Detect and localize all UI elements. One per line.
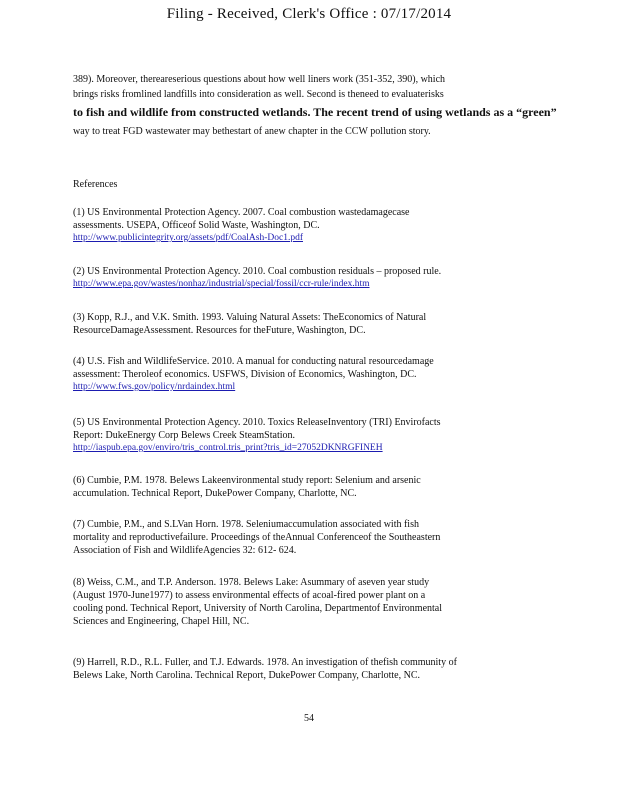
reference-link[interactable]: http://iaspub.epa.gov/enviro/tris_control.tris_print?tris_id=27052DKNRGFINEH (73, 443, 383, 453)
reference-item (73, 355, 533, 394)
intro-line-2: brings risks fromlined landfills into consideration as well. Second is theneed to evaluaterisks (73, 89, 444, 100)
reference-text-line: (8) Weiss, C.M., and T.P. Anderson. 1978. Belews Lake: Asummary of aseven year study (73, 577, 430, 588)
reference-item (73, 206, 533, 245)
filing-stamp-header: Filing - Received, Clerk's Office : 07/17/2014 (166, 6, 452, 22)
reference-text-line: Sciences and Engineering, Chapel Hill, NC. (73, 616, 250, 627)
reference-link[interactable]: http://www.fws.gov/policy/nrdaindex.html (73, 382, 236, 392)
reference-text-line: (5) US Environmental Protection Agency. 2010. Toxics ReleaseInventory (TRI) Envirofacts (73, 417, 441, 428)
intro-line-3: to fish and wildlife from constructed wetlands. The recent trend of using wetlands as a “green” (73, 105, 557, 119)
reference-text-line: accumulation. Technical Report, DukePower Company, Charlotte, NC. (73, 488, 357, 499)
reference-link[interactable]: http://www.publicintegrity.org/assets/pdf/CoalAsh-Doc1.pdf (73, 233, 303, 243)
reference-item (73, 656, 533, 682)
reference-item (73, 416, 533, 455)
reference-text-line: ResourceDamageAssessment. Resources for theFuture, Washington, DC. (73, 325, 366, 336)
reference-item (73, 576, 533, 628)
intro-paragraph-bold (73, 105, 557, 120)
reference-text-line: assessment: Theroleof economics. USFWS, Division of Economics, Washington, DC. (73, 369, 417, 380)
reference-text-line: (7) Cumbie, P.M., and S.LVan Horn. 1978. Seleniumaccumulation associated with fish (73, 519, 419, 530)
reference-text-line: cooling pond. Technical Report, University of North Carolina, Departmentof Environmental (73, 603, 443, 614)
reference-item (73, 518, 533, 557)
intro-line-1: 389). Moreover, thereareserious questions about how well liners work (351-352, 390), which (73, 74, 446, 85)
intro-line-4: way to treat FGD wastewater may bethestart of anew chapter in the CCW pollution story. (73, 126, 431, 137)
reference-text-line: Belews Lake, North Carolina. Technical Report, DukePower Company, Charlotte, NC. (73, 670, 420, 681)
page-number: 54 (304, 713, 314, 724)
reference-text-line: (August 1970-June1977) to assess environmental effects of acoal-fired power plant on a (73, 590, 426, 601)
reference-text-line: (2) US Environmental Protection Agency. 2010. Coal combustion residuals – proposed rule. (73, 266, 442, 277)
reference-text-line: (4) U.S. Fish and WildlifeService. 2010. A manual for conducting natural resourcedamage (73, 356, 434, 367)
reference-text-line: Report: DukeEnergy Corp Belews Creek SteamStation. (73, 430, 295, 441)
reference-text-line: Association of Fish and WildlifeAgencies 32: 612- 624. (73, 545, 297, 556)
reference-text-line: assessments. USEPA, Officeof Solid Waste, Washington, DC. (73, 220, 320, 231)
reference-link[interactable]: http://www.epa.gov/wastes/nonhaz/industrial/special/fossil/ccr-rule/index.htm (73, 279, 370, 289)
reference-text-line: (3) Kopp, R.J., and V.K. Smith. 1993. Valuing Natural Assets: TheEconomics of Natural (73, 312, 427, 323)
reference-item (73, 474, 533, 500)
reference-item (73, 265, 533, 291)
reference-text-line: (9) Harrell, R.D., R.L. Fuller, and T.J. Edwards. 1978. An investigation of thefish community of (73, 657, 457, 668)
intro-paragraph (73, 72, 529, 102)
reference-item (73, 311, 533, 337)
intro-paragraph-end (73, 124, 529, 139)
reference-text-line: mortality and reproductivefailure. Proceedings of theAnnual Conferenceof the Southeastern (73, 532, 441, 543)
reference-text-line: (1) US Environmental Protection Agency. 2007. Coal combustion wastedamagecase (73, 207, 410, 218)
references-heading: References (73, 179, 118, 190)
reference-text-line: (6) Cumbie, P.M. 1978. Belews Lakeenvironmental study report: Selenium and arsenic (73, 475, 421, 486)
